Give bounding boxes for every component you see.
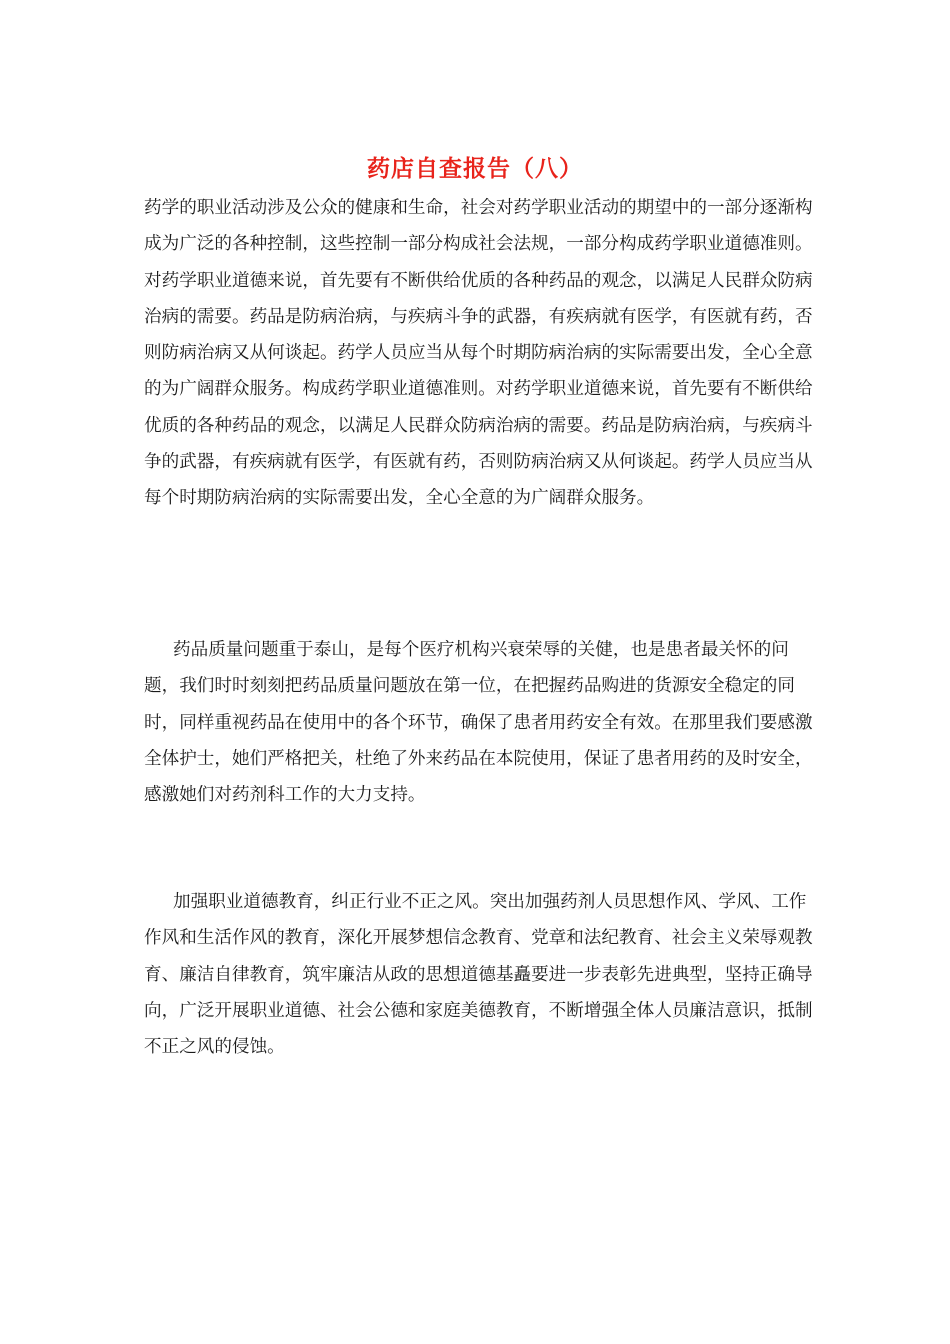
document-title: 药店自查报告（八） — [367, 156, 583, 182]
paragraph-ethics-education: 加强职业道德教育，纠正行业不正之风。突出加强药剂人员思想作风、学风、工作作风和生活作风的教育，深化开展梦想信念教育、党章和法纪教育、社会主义荣辱观教育、廉洁自律教育，筑牢廉洁从政的思想道德基矗要进一步表彰先进典型，坚持正确导向，广泛开展职业道德、社会公德和家庭美德教育，不断增强全体人员廉洁意识，抵制不正之风的侵蚀。 — [144, 892, 813, 1058]
paragraph-professional-ethics: 药学的职业活动涉及公众的健康和生命，社会对药学职业活动的期望中的一部分逐渐构成为广泛的各种控制，这些控制一部分构成社会法规，一部分构成药学职业道德准则。对药学职业道德来说，首先要有不断供给优质的各种药品的观念，以满足人民群众防病治病的需要。药品是防病治病，与疾病斗争的武器，有疾病就有医学，有医就有药，否则防病治病又从何谈起。药学人员应当从每个时期防病治病的实际需要出发，全心全意的为广阔群众服务。构成药学职业道德准则。对药学职业道德来说，首先要有不断供给优质的各种药品的观念，以满足人民群众防病治病的需要。药品是防病治病，与疾病斗争的武器，有疾病就有医学，有医就有药，否则防病治病又从何谈起。药学人员应当从每个时期防病治病的实际需要出发，全心全意的为广阔群众服务。 — [144, 198, 813, 509]
paragraph-drug-quality: 药品质量问题重于泰山，是每个医疗机构兴衰荣辱的关健，也是患者最关怀的问题，我们时时刻刻把药品质量问题放在第一位，在把握药品购进的货源安全稳定的同时，同样重视药品在使用中的各个环节，确保了患者用药安全有效。在那里我们要感激全体护士，她们严格把关，杜绝了外来药品在本院使用，保证了患者用药的及时安全，感激她们对药剂科工作的大力支持。 — [144, 640, 813, 806]
